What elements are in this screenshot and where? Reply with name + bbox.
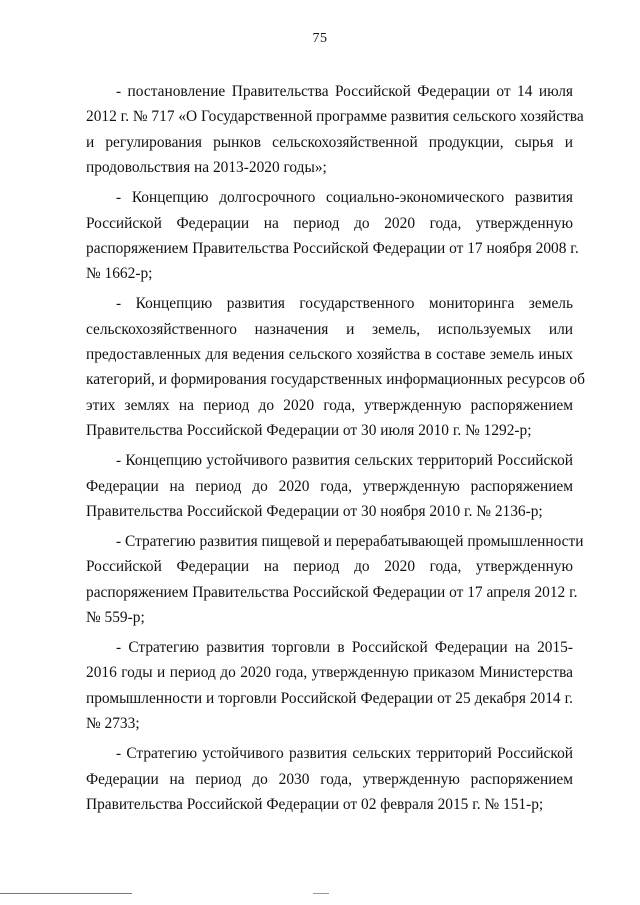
text-line: Российской Федерации на период до 2020 года, утвержденную [86, 214, 573, 232]
text-line: - постановление Правительства Российской Федерации от 14 июля [116, 83, 573, 100]
paragraph-strategy-rural-2030 [86, 741, 573, 817]
paragraph-concept-socioeconomic [86, 185, 579, 287]
text-line: и регулирования рынков сельскохозяйственной продукции, сырья и [86, 133, 573, 151]
text-line: 2012 г. № 717 «О Государственной программе развития сельского хозяйства [86, 108, 584, 126]
text-line: Правительства Российской Федерации от 02 февраля 2015 г. № 151-р; [86, 795, 544, 813]
text-line: этих землях на период до 2020 года, утвержденную распоряжением [86, 396, 573, 414]
text-line: № 2733; [86, 715, 140, 733]
text-line: - Стратегию развития торговли в Российской Федерации на 2015- [116, 639, 573, 657]
text-line: промышленности и торговли Российской Федерации от 25 декабря 2014 г. [86, 689, 573, 707]
text-line: - Концепцию долгосрочного социально-экономического развития [116, 189, 573, 207]
text-line: № 559-р; [86, 609, 145, 627]
paragraph-concept-land-monitoring [86, 291, 585, 443]
paragraph-strategy-trade [86, 635, 573, 737]
text-line: - Концепцию устойчивого развития сельских территорий Российской [116, 452, 573, 470]
text-line: - Стратегию устойчивого развития сельских территорий Российской [116, 745, 573, 763]
text-line: продовольствия на 2013-2020 годы»; [86, 159, 327, 177]
text-line: сельскохозяйственного назначения и земель, используемых или [86, 320, 573, 338]
page-number: 75 [312, 31, 328, 46]
paragraph-decree-717 [86, 79, 584, 181]
text-line: Федерации на период до 2030 года, утвержденную распоряжением [86, 770, 573, 788]
text-line: предоставленных для ведения сельского хозяйства в составе земель иных [86, 346, 573, 364]
footer-rule-left [0, 893, 132, 894]
text-line: распоряжением Правительства Российской Федерации от 17 апреля 2012 г. [86, 583, 578, 601]
text-line: Федерации на период до 2020 года, утвержденную распоряжением [86, 477, 573, 495]
text-line: категорий, и формирования государственных информационных ресурсов об [86, 371, 585, 389]
text-line: Правительства Российской Федерации от 30 июля 2010 г. № 1292-р; [86, 422, 532, 440]
text-line: 2016 годы и период до 2020 года, утвержденную приказом Министерства [86, 664, 573, 682]
text-line: Правительства Российской Федерации от 30 ноября 2010 г. № 2136-р; [86, 503, 543, 520]
paragraph-strategy-food-industry [86, 529, 584, 631]
footer-rule-center [313, 893, 329, 894]
paragraph-concept-rural-2020 [86, 448, 573, 524]
text-line: распоряжением Правительства Российской Федерации от 17 ноября 2008 г. [86, 239, 579, 257]
text-line: - Концепцию развития государственного мониторинга земель [116, 295, 573, 313]
text-line: Российской Федерации на период до 2020 года, утвержденную [86, 558, 573, 576]
text-line: № 1662-р; [86, 265, 153, 283]
text-line: - Стратегию развития пищевой и перерабатывающей промышленности [116, 532, 584, 550]
body-text [86, 79, 585, 822]
